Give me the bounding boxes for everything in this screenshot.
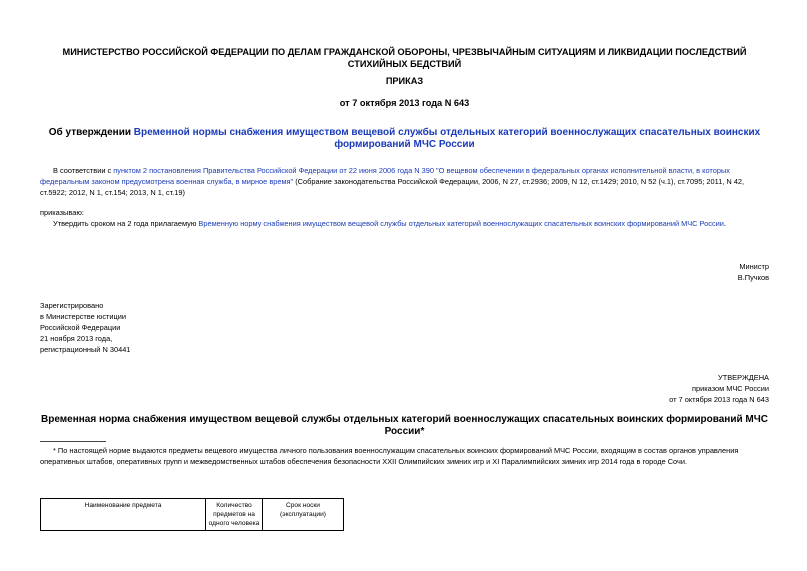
table-header-cell: Количество предметов на одного человека: [206, 499, 263, 531]
footnote: * По настоящей норме выдаются предметы вещевого имущества личного пользования военнослужащим спасательных воинских формирований МЧС России, входящим в состав органов управления оперативных штабов, оперативных групп и межведомственных штабов обеспечения безопасности XXII Олимпийских зимних игр и XI Паралимпийских зимних игр 2014 года в городе Сочи.: [40, 446, 739, 466]
document-title: [40, 127, 769, 151]
table-header-row: [41, 499, 770, 531]
approval-line: УТВЕРЖДЕНА: [718, 373, 769, 382]
document-type: ПРИКАЗ: [385, 76, 424, 86]
registration-line: в Министерстве юстиции: [40, 312, 127, 321]
order-paragraph: [40, 218, 769, 229]
title-link[interactable]: Временной нормы снабжения имуществом вещевой службы отдельных категорий военнослужащих спасательных воинских формирований МЧС России: [133, 127, 761, 150]
order-link[interactable]: Временную норму снабжения имуществом вещевой службы отдельных категорий военнослужащих спасательных воинских формирований МЧС России: [198, 219, 724, 228]
preamble-paragraph: [40, 165, 769, 198]
table-header-cell: [344, 499, 770, 531]
ministry-name: МИНИСТЕРСТВО РОССИЙСКОЙ ФЕДЕРАЦИИ ПО ДЕЛАМ ГРАЖДАНСКОЙ ОБОРОНЫ, ЧРЕЗВЫЧАЙНЫМ СИТУАЦИЯМ И ЛИКВИДАЦИИ ПОСЛЕДСТВИЙ СТИХИЙНЫХ БЕДСТВИЙ: [62, 47, 747, 69]
preamble-before: В соответствии с: [53, 166, 114, 175]
registration-line: 21 ноября 2013 года,: [40, 334, 113, 343]
registration-line: Зарегистрировано: [40, 301, 104, 310]
norm-title: Временная норма снабжения имуществом вещевой службы отдельных категорий военнослужащих спасательных воинских формирований МЧС России*: [41, 414, 768, 437]
document-date: от 7 октября 2013 года N 643: [339, 98, 470, 108]
preamble-after: (Собрание законодательства Российской Федерации, 2006, N 27, ст.2936; 2009, N 12, ст.1429; 2010, N 52 (ч.1), ст.7095; 2011, N 42, ст.5922; 2012, N 1, ст.154; 2013, N 1, ст.19): [40, 177, 745, 197]
table-header-cell: Наименование предмета: [41, 499, 206, 531]
preamble-link[interactable]: пунктом 2 постановления Правительства Российской Федерации от 22 июня 2006 года N 390 "О вещевом обеспечении в федеральных органах исполнительной власти, в которых федеральным законом предусмотрена военная служба, в мирное время": [40, 166, 730, 186]
table-header-cell: Срок носки (эксплуатации): [263, 499, 344, 531]
registration-block: [40, 300, 240, 355]
approval-block: [560, 372, 769, 405]
title-prefix: Об утверждении: [48, 127, 134, 138]
registration-line: Российской Федерации: [40, 323, 121, 332]
registration-line: регистрационный N 30441: [40, 345, 131, 354]
order-label: приказываю:: [40, 208, 84, 217]
signature-position: Министр: [739, 262, 769, 271]
order-before: Утвердить сроком на 2 года прилагаемую: [53, 219, 199, 228]
items-table: [40, 498, 769, 531]
approval-line: от 7 октября 2013 года N 643: [669, 395, 769, 404]
signature-name: В.Пучков: [737, 273, 769, 282]
approval-line: приказом МЧС России: [692, 384, 769, 393]
order-after: .: [723, 219, 726, 228]
footnote-separator: [40, 441, 106, 442]
